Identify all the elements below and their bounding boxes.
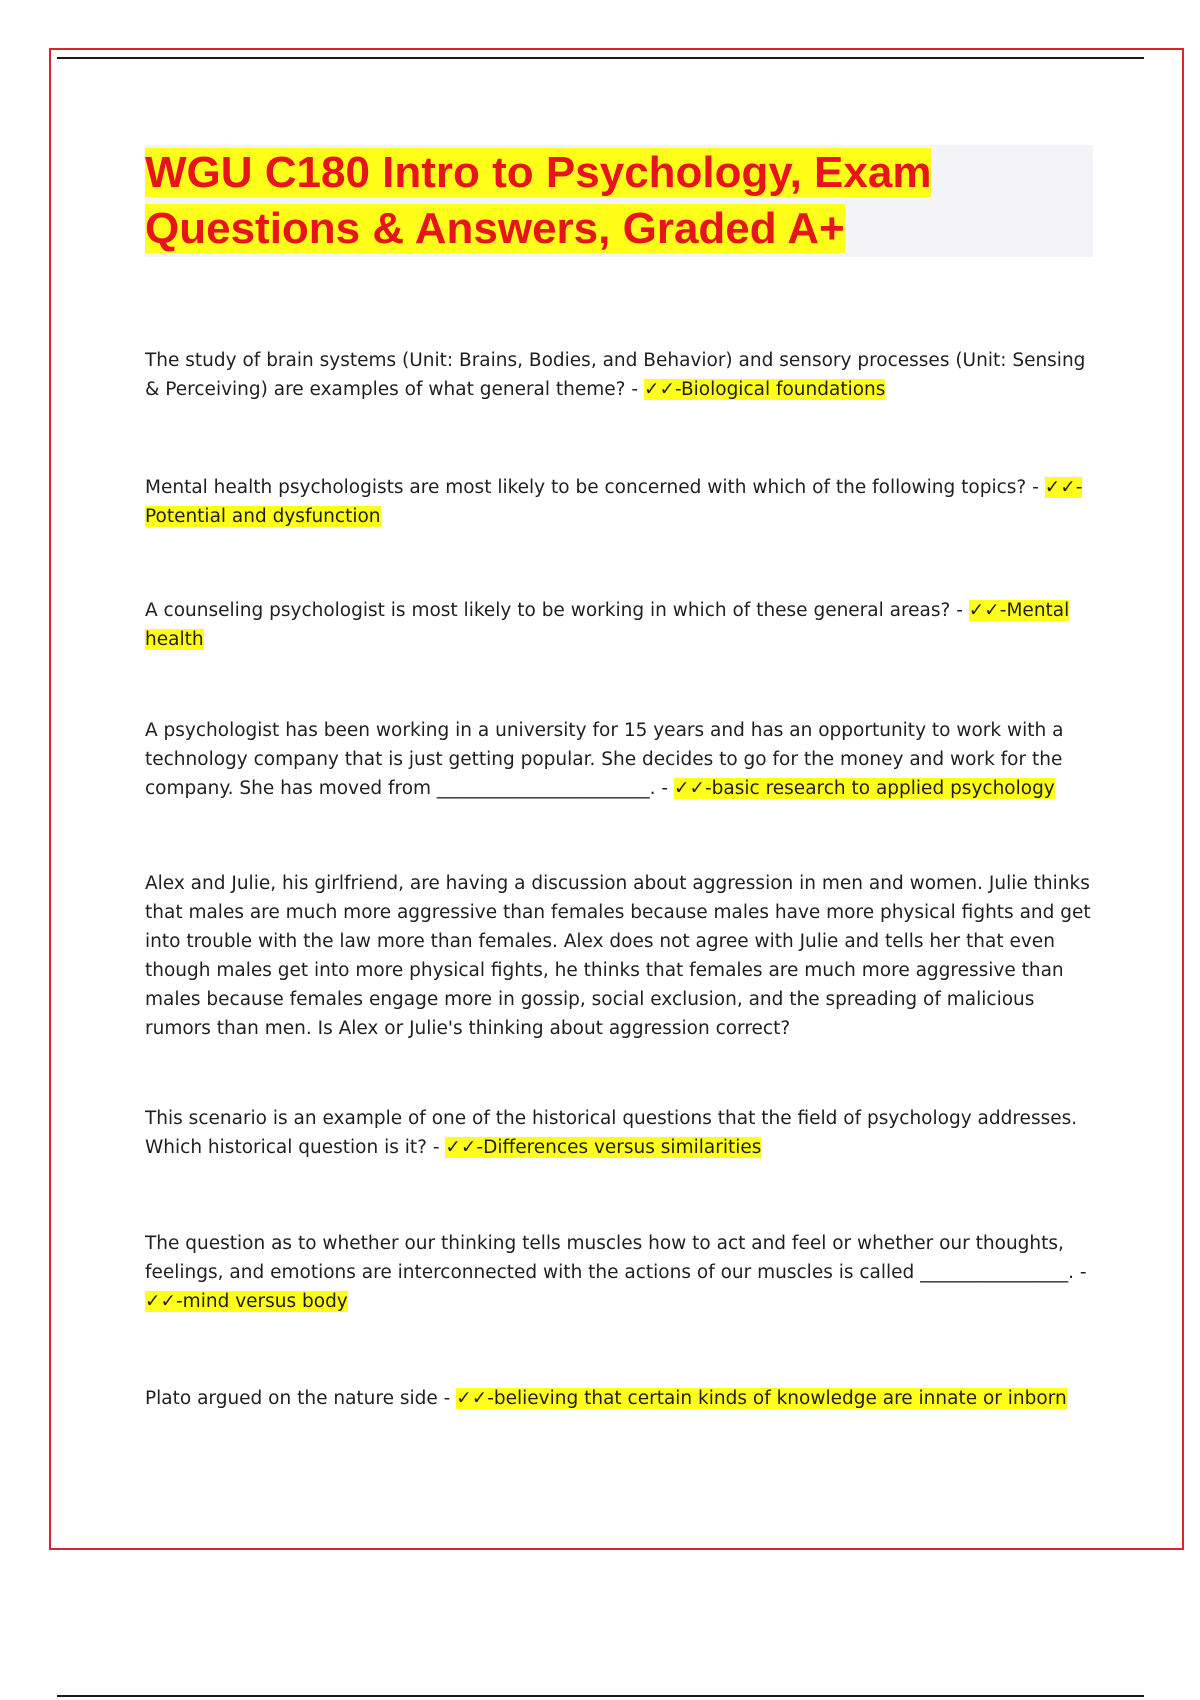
qa-item-3 xyxy=(145,596,1095,654)
question-text: The question as to whether our thinking tells muscles how to act and feel or whether our thoughts, feelings, and emotions are interconnected with the actions of our muscles is called ________________. - xyxy=(145,1233,1087,1283)
question-text: A psychologist has been working in a university for 15 years and has an opportunity to work with a technology company that is just getting popular. She decides to go for the money and work for the company. She has moved from _______________________. - xyxy=(145,720,1064,799)
answer-text: ✓✓-Biological foundations xyxy=(643,379,886,400)
qa-item-1 xyxy=(145,346,1095,404)
document-title xyxy=(145,145,1093,257)
qa-item-8 xyxy=(145,1384,1095,1413)
question-text: A counseling psychologist is most likely to be working in which of these general areas? - xyxy=(145,600,969,621)
answer-text: ✓✓-Differences versus similarities xyxy=(445,1137,762,1158)
qa-item-5 xyxy=(145,869,1095,1043)
question-text: Mental health psychologists are most likely to be concerned with which of the following topics? - xyxy=(145,477,1045,498)
qa-item-6 xyxy=(145,1104,1095,1162)
top-rule xyxy=(57,57,1144,59)
title-line-1: WGU C180 Intro to Psychology, Exam xyxy=(145,148,932,197)
answer-text: ✓✓-mind versus body xyxy=(145,1291,348,1312)
qa-item-4 xyxy=(145,716,1095,803)
question-text: This scenario is an example of one of the historical questions that the field of psychology addresses. Which historical question is it? - xyxy=(145,1108,1078,1158)
question-text: Alex and Julie, his girlfriend, are having a discussion about aggression in men and women. Julie thinks that males are much more aggressive than females because males have more physical fights and get into trouble with the law more than females. Alex does not agree with Julie and tells her that even though males get into more physical fights, he thinks that females are much more aggressive than males because females engage more in gossip, social exclusion, and the spreading of malicious rumors than men. Is Alex or Julie's thinking about aggression correct? xyxy=(145,873,1091,1039)
qa-item-2 xyxy=(145,473,1095,531)
answer-text: ✓✓-basic research to applied psychology xyxy=(674,778,1055,799)
bottom-rule xyxy=(57,1695,1144,1697)
question-text: Plato argued on the nature side - xyxy=(145,1388,457,1409)
qa-item-7 xyxy=(145,1229,1095,1316)
answer-text: ✓✓-believing that certain kinds of knowledge are innate or inborn xyxy=(456,1388,1067,1409)
answer-text: ✓✓-Mental health xyxy=(145,600,1070,650)
answer-text: ✓✓-Potential and dysfunction xyxy=(145,477,1083,527)
question-text: The study of brain systems (Unit: Brains, Bodies, and Behavior) and sensory processes (Unit: Sensing & Perceiving) are examples of what general theme? - xyxy=(145,350,1086,400)
title-line-2: Questions & Answers, Graded A+ xyxy=(145,204,845,253)
